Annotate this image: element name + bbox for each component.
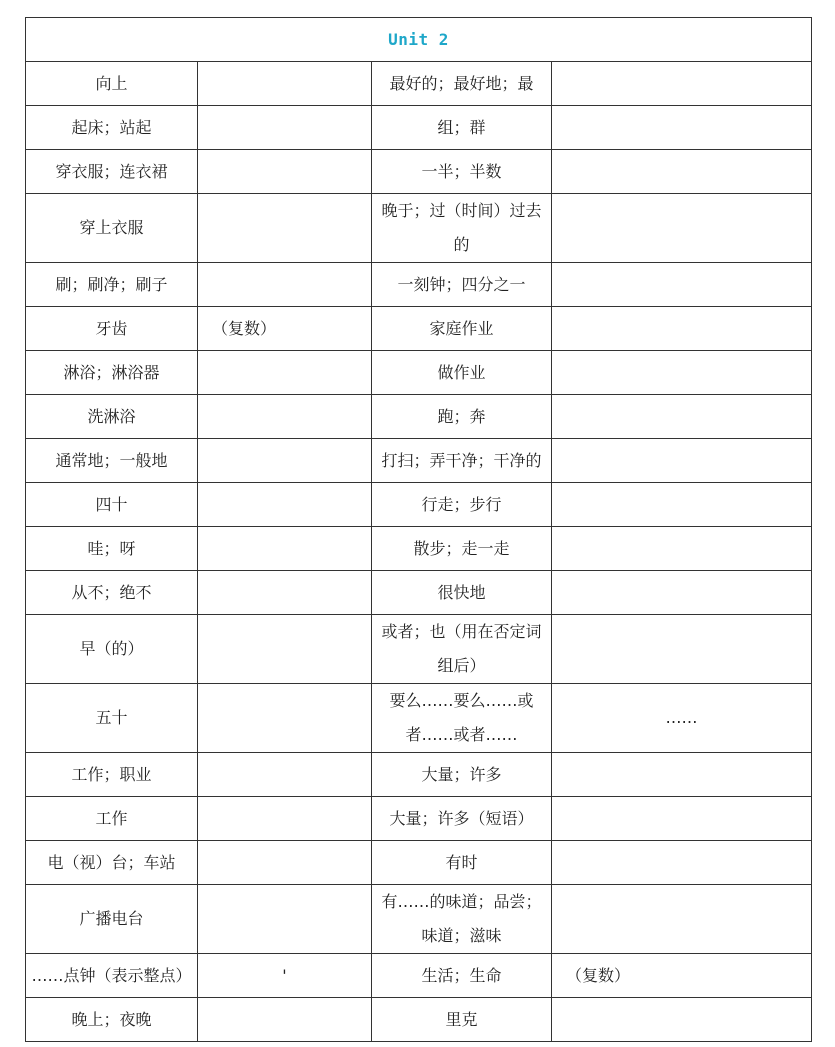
answer-cell (552, 150, 812, 194)
chinese-meaning-cell: 广播电台 (26, 885, 198, 954)
table-row (26, 351, 812, 395)
chinese-meaning-cell: ……点钟（表示整点） (26, 954, 198, 998)
answer-cell (552, 571, 812, 615)
answer-cell: （复数） (198, 307, 372, 351)
answer-cell (552, 797, 812, 841)
chinese-meaning-cell: 一刻钟；四分之一 (372, 263, 552, 307)
chinese-meaning-cell: 行走；步行 (372, 483, 552, 527)
table-row (26, 954, 812, 998)
answer-cell: （复数） (552, 954, 812, 998)
answer-cell (552, 998, 812, 1042)
chinese-meaning-cell: 有……的味道；品尝；味道；滋味 (372, 885, 552, 954)
chinese-meaning-cell: 四十 (26, 483, 198, 527)
unit-title: Unit 2 (26, 18, 812, 62)
chinese-meaning-cell: 向上 (26, 62, 198, 106)
table-row (26, 797, 812, 841)
chinese-meaning-cell: 刷；刷净；刷子 (26, 263, 198, 307)
table-row (26, 194, 812, 263)
title-row (26, 18, 812, 62)
chinese-meaning-cell: 起床；站起 (26, 106, 198, 150)
answer-cell (198, 885, 372, 954)
answer-cell (198, 797, 372, 841)
chinese-meaning-cell: 通常地；一般地 (26, 439, 198, 483)
chinese-meaning-cell: 穿上衣服 (26, 194, 198, 263)
answer-cell (552, 841, 812, 885)
answer-cell (198, 571, 372, 615)
table-row (26, 395, 812, 439)
chinese-meaning-cell: 洗淋浴 (26, 395, 198, 439)
answer-cell (198, 194, 372, 263)
answer-cell (198, 395, 372, 439)
answer-cell (198, 753, 372, 797)
table-row (26, 307, 812, 351)
answer-cell (552, 527, 812, 571)
chinese-meaning-cell: 一半；半数 (372, 150, 552, 194)
chinese-meaning-cell: 早（的） (26, 615, 198, 684)
answer-cell (552, 439, 812, 483)
table-row (26, 841, 812, 885)
table-row (26, 527, 812, 571)
table-row (26, 439, 812, 483)
table-row (26, 106, 812, 150)
answer-cell (552, 753, 812, 797)
chinese-meaning-cell: 组；群 (372, 106, 552, 150)
answer-cell (552, 62, 812, 106)
answer-cell (552, 307, 812, 351)
table-row (26, 62, 812, 106)
answer-cell (198, 684, 372, 753)
chinese-meaning-cell: 很快地 (372, 571, 552, 615)
table-row (26, 150, 812, 194)
answer-cell (552, 615, 812, 684)
chinese-meaning-cell: 或者；也（用在否定词组后） (372, 615, 552, 684)
answer-cell: …… (552, 684, 812, 753)
answer-cell (198, 841, 372, 885)
chinese-meaning-cell: 大量；许多（短语） (372, 797, 552, 841)
answer-cell (552, 483, 812, 527)
chinese-meaning-cell: 晚于；过（时间）过去的 (372, 194, 552, 263)
answer-cell (552, 194, 812, 263)
answer-cell: ' (198, 954, 372, 998)
answer-cell (198, 106, 372, 150)
answer-cell (198, 439, 372, 483)
chinese-meaning-cell: 生活；生命 (372, 954, 552, 998)
chinese-meaning-cell: 从不；绝不 (26, 571, 198, 615)
table-row (26, 753, 812, 797)
chinese-meaning-cell: 哇；呀 (26, 527, 198, 571)
chinese-meaning-cell: 散步；走一走 (372, 527, 552, 571)
chinese-meaning-cell: 淋浴；淋浴器 (26, 351, 198, 395)
chinese-meaning-cell: 里克 (372, 998, 552, 1042)
answer-cell (198, 527, 372, 571)
table-row (26, 483, 812, 527)
chinese-meaning-cell: 做作业 (372, 351, 552, 395)
chinese-meaning-cell: 牙齿 (26, 307, 198, 351)
chinese-meaning-cell: 最好的；最好地；最 (372, 62, 552, 106)
chinese-meaning-cell: 打扫；弄干净；干净的 (372, 439, 552, 483)
answer-cell (198, 62, 372, 106)
vocabulary-table (25, 17, 812, 1042)
answer-cell (552, 885, 812, 954)
chinese-meaning-cell: 跑；奔 (372, 395, 552, 439)
answer-cell (552, 395, 812, 439)
answer-cell (552, 106, 812, 150)
table-row (26, 684, 812, 753)
chinese-meaning-cell: 电（视）台；车站 (26, 841, 198, 885)
table-row (26, 615, 812, 684)
answer-cell (552, 351, 812, 395)
table-row (26, 571, 812, 615)
chinese-meaning-cell: 家庭作业 (372, 307, 552, 351)
table-row (26, 998, 812, 1042)
chinese-meaning-cell: 穿衣服；连衣裙 (26, 150, 198, 194)
answer-cell (198, 998, 372, 1042)
chinese-meaning-cell: 有时 (372, 841, 552, 885)
chinese-meaning-cell: 要么……要么……或者……或者…… (372, 684, 552, 753)
answer-cell (198, 150, 372, 194)
table-row (26, 885, 812, 954)
chinese-meaning-cell: 大量；许多 (372, 753, 552, 797)
answer-cell (198, 615, 372, 684)
chinese-meaning-cell: 五十 (26, 684, 198, 753)
answer-cell (198, 351, 372, 395)
answer-cell (552, 263, 812, 307)
chinese-meaning-cell: 工作；职业 (26, 753, 198, 797)
table-row (26, 263, 812, 307)
answer-cell (198, 483, 372, 527)
chinese-meaning-cell: 工作 (26, 797, 198, 841)
chinese-meaning-cell: 晚上；夜晚 (26, 998, 198, 1042)
answer-cell (198, 263, 372, 307)
